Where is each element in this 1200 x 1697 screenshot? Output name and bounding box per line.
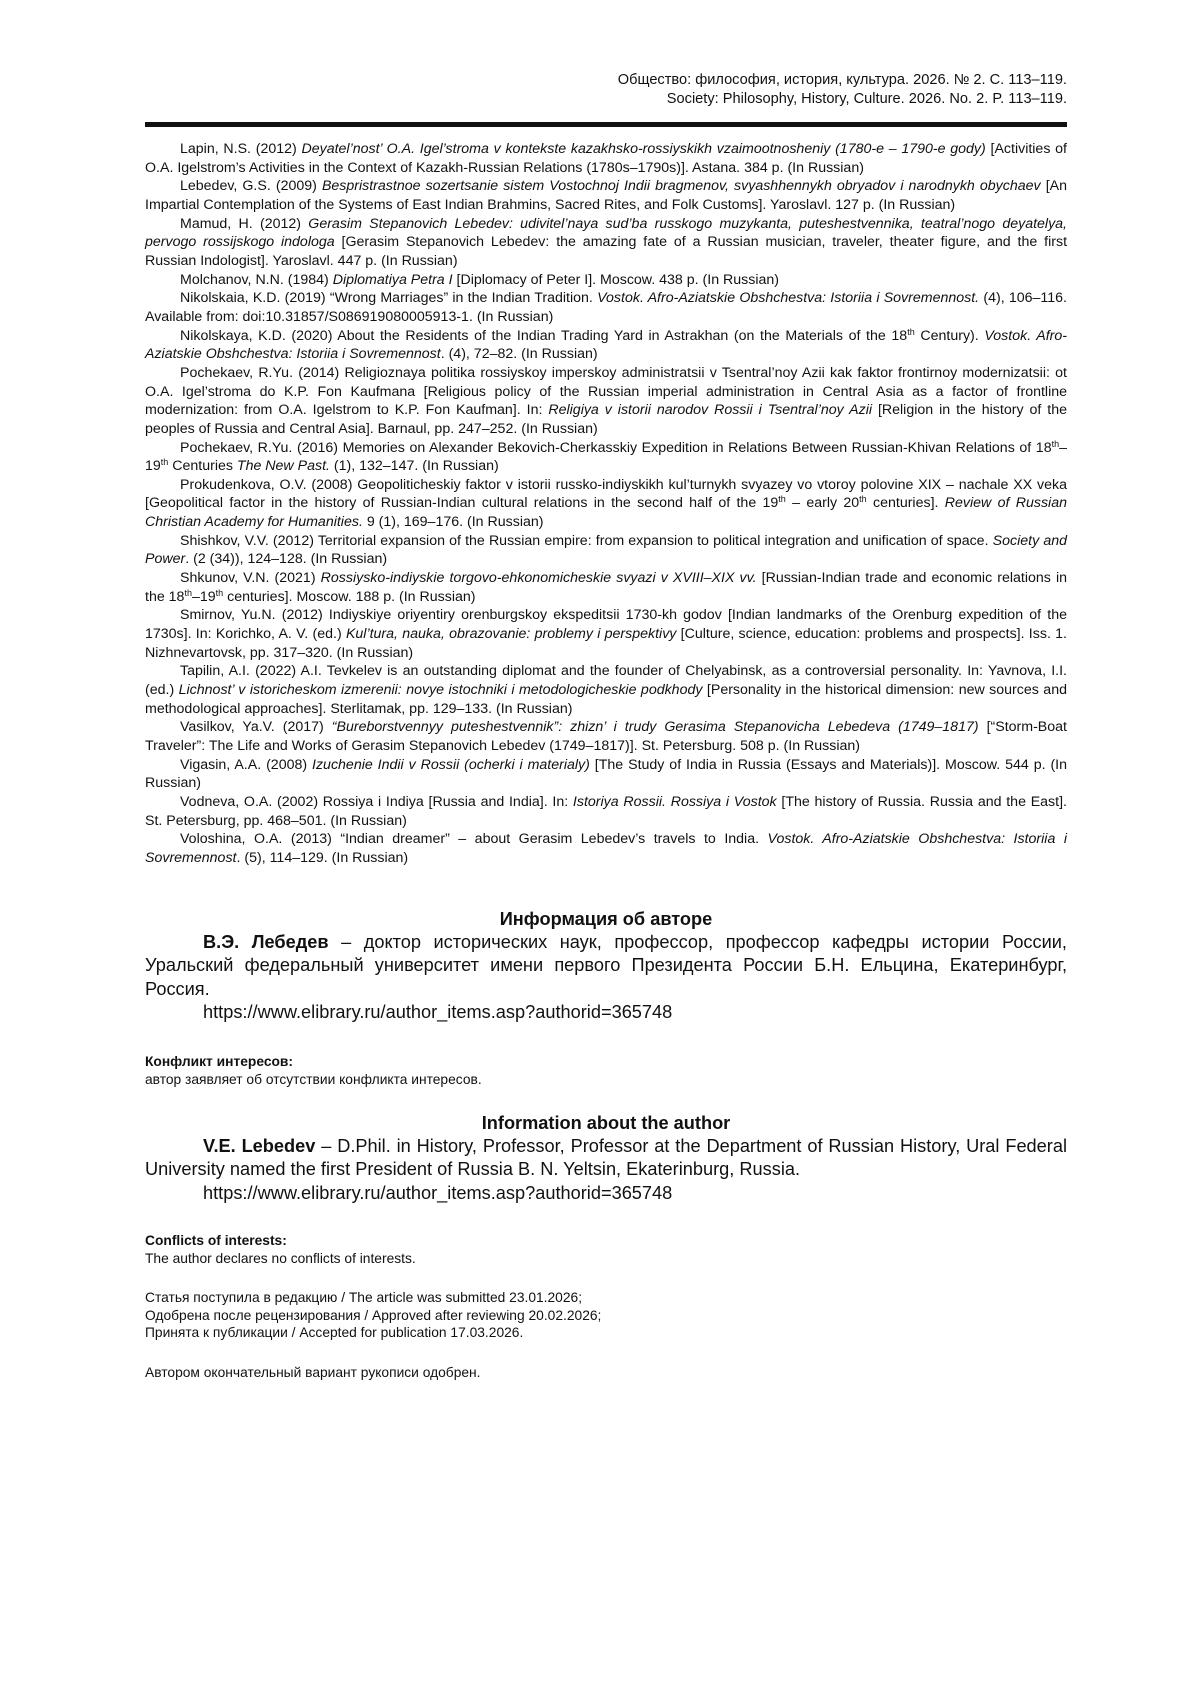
reference-text: Centuries <box>168 458 237 475</box>
reference-text: . (5), 114–129. (In Russian) <box>236 849 409 866</box>
reference-item <box>145 327 1067 364</box>
reference-italic-text: Religiya v istorii narodov Rossii i Tsentral’noy Azii <box>548 402 872 419</box>
reference-item <box>145 177 1067 214</box>
author-info-en-text <box>145 1135 1067 1182</box>
reference-text: Pochekaev, R.Yu. (2016) Memories on Alexander Bekovich-Cherkasskiy Expedition in Relations Between Russian-Khivan Relations of 18 <box>180 439 1052 456</box>
reference-text: Lebedev, G.S. (2009) <box>180 178 322 195</box>
reference-text: (1), 132–147. (In Russian) <box>329 458 499 475</box>
reference-superscript: th <box>184 587 192 598</box>
reference-text: Vasilkov, Ya.V. (2017) <box>180 719 332 736</box>
reference-text: Century). <box>914 327 985 344</box>
date-submitted: Статья поступила в редакцию / The article was submitted 23.01.2026; <box>145 1290 583 1305</box>
header-line-en: Society: Philosophy, History, Culture. 2026. No. 2. P. 113–119. <box>666 91 1067 107</box>
reference-text: Nikolskaya, K.D. (2020) About the Residents of the Indian Trading Yard in Astrakhan (on the Materials of the 18 <box>180 327 908 344</box>
reference-text: Lapin, N.S. (2012) <box>180 141 302 157</box>
reference-item <box>145 476 1067 532</box>
reference-superscript: th <box>907 326 915 337</box>
author-info-en-title: Information about the author <box>481 1113 731 1133</box>
reference-item <box>145 830 1067 867</box>
author-info-ru-text <box>145 931 1067 1001</box>
reference-italic-text: Izuchenie Indii v Rossii (ocherki i materialy) <box>312 756 590 773</box>
reference-text: [Gerasim Stepanovich Lebedev: the amazing fate of a Russian musician, traveler, theater figure, and the first Russian Indologist]. Yaroslavl. 447 p. (In Russian) <box>145 234 1068 269</box>
reference-text: –19 <box>145 439 1067 475</box>
author-link-ru[interactable]: https://www.elibrary.ru/author_items.asp?authorid=365748 <box>203 1001 673 1022</box>
conflict-en-text: The author declares no conflicts of interests. <box>145 1250 416 1266</box>
reference-text: 9 (1), 169–176. (In Russian) <box>362 514 544 531</box>
conflict-en-label: Conflicts of interests: <box>145 1233 287 1248</box>
reference-italic-text: Deyatel’nost’ O.A. Igel’stroma v kontekste kazakhsko-rossiyskikh vzaimootnosheniy (1780-e – 1790-e gody) <box>301 141 986 157</box>
reference-text: . (4), 72–82. (In Russian) <box>440 346 598 363</box>
reference-italic-text: Vostok. Afro-Aziatskie Obshchestva: Istoriia i Sovremennost <box>145 327 1067 363</box>
reference-item <box>145 606 1067 662</box>
header-line-ru: Общество: философия, история, культура. 2026. № 2. С. 113–119. <box>617 72 1067 88</box>
reference-superscript: th <box>1051 438 1060 449</box>
reference-superscript: th <box>160 457 169 468</box>
conflict-en <box>145 1232 1067 1267</box>
reference-text: Shishkov, V.V. (2012) Territorial expansion of the Russian empire: from expansion to political integration and unification of space. <box>180 532 993 549</box>
date-accepted: Принята к публикации / Accepted for publication 17.03.2026. <box>145 1325 524 1340</box>
author-link-en[interactable]: https://www.elibrary.ru/author_items.asp?authorid=365748 <box>203 1182 673 1203</box>
reference-text: [Diplomacy of Peter I]. Moscow. 438 p. (In Russian) <box>452 271 780 288</box>
author-info-en <box>145 1112 1067 1205</box>
reference-italic-text: Kul’tura, nauka, obrazovanie: problemy i perspektivy <box>345 626 677 643</box>
reference-item <box>145 364 1067 439</box>
reference-text: . (2 (34)), 124–128. (In Russian) <box>185 551 388 568</box>
running-header <box>145 71 1067 109</box>
reference-text: centuries]. Moscow. 188 p. (In Russian) <box>223 588 476 605</box>
reference-item <box>145 662 1067 718</box>
author-info-ru <box>145 908 1067 1024</box>
reference-italic-text: “Bureborstvennyy puteshestvennik”: zhizn’ i trudy Gerasima Stepanovicha Lebedeva (1749–1817) <box>331 719 979 736</box>
reference-text: [Russian-Indian trade and economic relations in the 18 <box>145 570 1067 605</box>
reference-text: (4), 106–116. Available from: doi:10.31857/S086919080005913-1. (In Russian) <box>145 290 1067 325</box>
reference-italic-text: Rossiysko-indiyskie torgovo-ehkonomicheskie svyazi v XVIII–XIX vv. <box>320 570 757 587</box>
manuscript-approval <box>145 1364 1067 1382</box>
reference-item <box>145 215 1067 271</box>
header-rule <box>145 122 1067 127</box>
references-list <box>145 140 1067 868</box>
reference-text: – early 20 <box>785 495 860 512</box>
reference-italic-text: The New Past. <box>236 458 330 475</box>
reference-italic-text: Gerasim Stepanovich Lebedev: udivitel’naya sud’ba russkogo muzykanta, puteshestvennika, teatral’nogo deyatelya, pervogo rossijskogo indologa <box>145 215 1067 251</box>
reference-text: [Culture, science, education: problems and prospects]. Iss. 1. Nizhnevartovsk, pp. 317–320. (In Russian) <box>145 626 1067 661</box>
reference-text: [An Impartial Contemplation of the Systems of East Indian Brahmins, Sacred Rites, and Folk Customs]. Yaroslavl. 127 p. (In Russian) <box>145 178 1067 213</box>
conflict-ru-label: Конфликт интересов: <box>145 1054 293 1069</box>
reference-text: Pochekaev, R.Yu. (2014) Religioznaya politika rossiyskoy imperskoy administratsii v Tsentral’noy Azii kak faktor frontirnoy modernizatsii: ot O.A. Igel’stroma do K.P. Fon Kaufmana [Religious policy of the Russian imperial administration in Central Asia as a factor of frontline modernization: from O.A. Igelstrom to K.P. Fon Kaufman]. In: <box>145 364 1067 419</box>
approval-text: Автором окончательный вариант рукописи одобрен. <box>145 1365 481 1380</box>
reference-text: [The Study of India in Russia (Essays and Materials)]. Moscow. 544 p. (In Russian) <box>145 756 1068 792</box>
reference-text: Tapilin, A.I. (2022) A.I. Tevkelev is an outstanding diplomat and the founder of Chelyabinsk, as a controversial personality. In: Yavnova, I.I. (ed.) <box>145 663 1067 699</box>
reference-text: [Activities of O.A. Igelstrom’s Activities in the Context of Kazakh-Russian Relations (1780s–1790s)]. Astana. 384 p. (In Russian) <box>145 141 1067 176</box>
reference-text: [“Storm-Boat Traveler”: The Life and Works of Gerasim Stepanovich Lebedev (1749–1817)]. St. Petersburg. 508 p. (In Russian) <box>145 719 1067 754</box>
reference-italic-text: Vostok. Afro-Aziatskie Obshchestva: Istoriia i Sovremennost. <box>597 290 980 307</box>
reference-text: Mamud, H. (2012) <box>180 215 309 232</box>
reference-item <box>145 718 1067 755</box>
reference-italic-text: Istoriya Rossii. Rossiya i Vostok <box>572 793 777 810</box>
reference-superscript: th <box>778 494 786 505</box>
reference-text: Molchanov, N.N. (1984) <box>180 271 333 288</box>
conflict-ru <box>145 1053 1067 1088</box>
reference-text: [Personality in the historical dimension: new sources and methodological approaches]. Sterlitamak, pp. 129–133. (In Russian) <box>145 682 1067 717</box>
reference-italic-text: Bespristrastnoe sozertsanie sistem Vostochnoj Indii bragmenov, svyashhennykh obryadov i narodnykh obychaev <box>321 178 1041 195</box>
date-approved: Одобрена после рецензирования / Approved after reviewing 20.02.2026; <box>145 1307 602 1323</box>
reference-text: –19 <box>191 588 216 605</box>
article-dates <box>145 1289 1067 1342</box>
reference-text: Vigasin, A.A. (2008) <box>180 756 313 773</box>
reference-text: Voloshina, O.A. (2013) “Indian dreamer” – about Gerasim Lebedev’s travels to India. <box>180 831 768 848</box>
author-description-en: – D.Phil. in History, Professor, Professor at the Department of Russian History, Ural Federal University named the first President of Russia B. N. Yeltsin, Ekaterinburg, Russia. <box>145 1136 1067 1180</box>
reference-italic-text: Lichnost’ v istoricheskom izmerenii: novye istochniki i metodologicheskie podkhody <box>178 682 703 699</box>
author-name-ru: В.Э. Лебедев <box>203 932 329 952</box>
author-info-ru-title: Информация об авторе <box>499 909 713 929</box>
reference-italic-text: Society and Power <box>145 532 1067 568</box>
reference-text: Vodneva, O.A. (2002) Rossiya i Indiya [Russia and India]. In: <box>180 793 573 810</box>
reference-superscript: th <box>215 587 224 598</box>
reference-item <box>145 569 1067 606</box>
author-description-ru: – доктор исторических наук, профессор, профессор кафедры истории России, Уральский федеральный университет имени первого Президента России Б.Н. Ельцина, Екатеринбург, Россия. <box>145 932 1067 999</box>
reference-item <box>145 793 1067 830</box>
reference-italic-text: Review of Russian Christian Academy for Humanities. <box>145 495 1067 531</box>
reference-item <box>145 439 1067 476</box>
reference-text: Smirnov, Yu.N. (2012) Indiyskiye oriyentiry orenburgskoy ekspeditsii 1730-kh godov [Indian landmarks of the Orenburg expedition of the 1730s]. In: Korichko, A. V. (ed.) <box>145 607 1067 643</box>
reference-item <box>145 756 1067 793</box>
conflict-ru-text: автор заявляет об отсутствии конфликта интересов. <box>145 1071 482 1087</box>
reference-italic-text: Diplomatiya Petra I <box>332 271 453 288</box>
reference-item <box>145 289 1067 326</box>
author-name-en: V.E. Lebedev <box>203 1136 316 1156</box>
reference-item <box>145 271 1067 290</box>
reference-text: centuries]. <box>866 495 945 512</box>
reference-item <box>145 140 1067 177</box>
reference-text: [Religion in the history of the peoples of Russia and Central Asia]. Barnaul, pp. 247–252. (In Russian) <box>145 402 1067 437</box>
reference-text: Nikolskaia, K.D. (2019) “Wrong Marriages” in the Indian Tradition. <box>180 290 598 307</box>
reference-item <box>145 532 1067 569</box>
reference-text: Shkunov, V.N. (2021) <box>180 570 321 587</box>
reference-italic-text: Vostok. Afro-Aziatskie Obshchestva: Istoriia i Sovremennost <box>145 831 1067 866</box>
reference-text: [The history of Russia. Russia and the East]. St. Petersburg, pp. 468–501. (In Russian) <box>145 793 1067 829</box>
reference-superscript: th <box>859 494 867 505</box>
reference-text: Prokudenkova, O.V. (2008) Geopoliticheskiy faktor v istorii russko-indiyskikh kul’turnykh svyazey vo vtoroy polovine XIX – nachale XX veka [Geopolitical factor in the history of Russian-Indian cultural relations in the second half of the 19 <box>145 476 1067 512</box>
